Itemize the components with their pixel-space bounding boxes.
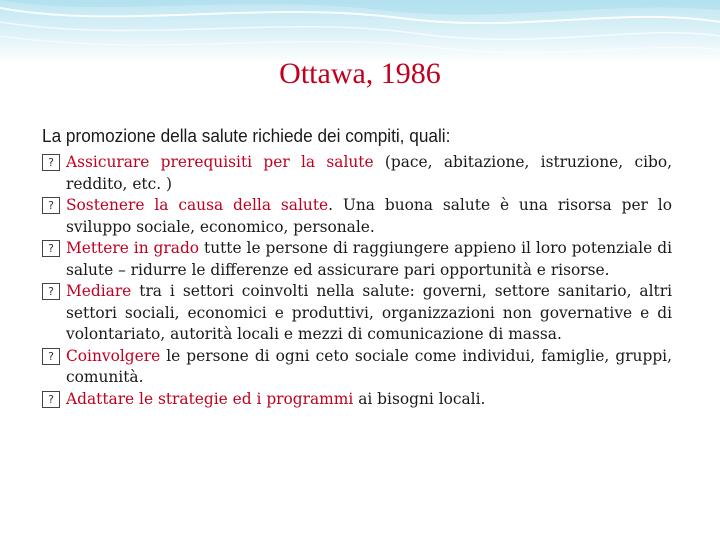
intro-text: La promozione della salute richiede dei compiti, quali: [42,125,451,146]
header-wave-band [0,0,720,64]
box-glyph-icon: ? [42,197,60,214]
bullet-text: le persone di ogni ceto sociale come individui, famiglie, gruppi, comunità. [66,346,672,386]
bullet-highlight: Adattare le strategie ed i programmi [66,389,354,408]
bullet-highlight: Mediare [66,282,132,300]
wave-decoration [0,0,720,64]
list-item [42,389,672,411]
box-glyph-icon: ? [42,348,60,365]
bullet-text: tutte le persone di raggiungere appieno il loro potenziale di salute – ridurre le differenze ed assicurare pari opportunità e risorse. [66,239,672,279]
list-item [42,238,672,281]
bullet-highlight: Assicurare prerequisiti per la salute [66,153,374,171]
bullet-highlight: Coinvolgere [66,346,161,365]
box-glyph-icon: ? [42,283,60,300]
box-glyph-icon: ? [42,391,60,408]
bullet-highlight: Mettere in grado [66,239,200,257]
slide-title: Ottawa, 1986 [279,57,441,90]
bullet-text: ai bisogni locali. [353,389,486,408]
bullet-text: tra i settori coinvolti nella salute: governi, settore sanitario, altri settori sociali, economici e produttivi, organizzazioni non governative e di volontariato, autorità locali e mezzi di comunicazione di massa. [66,282,672,343]
bullet-list [42,152,672,410]
bullet-highlight: Sostenere la causa della salute [66,196,329,214]
box-glyph-icon: ? [42,154,60,171]
list-item [42,281,672,346]
list-item [42,346,672,389]
list-item [42,152,672,195]
box-glyph-icon: ? [42,240,60,257]
list-item [42,195,672,238]
bullet-text: (pace, abitazione, istruzione, cibo, reddito, etc. ) [66,153,673,193]
bullet-text: . Una buona salute è una risorsa per lo sviluppo sociale, economico, personale. [66,196,672,236]
